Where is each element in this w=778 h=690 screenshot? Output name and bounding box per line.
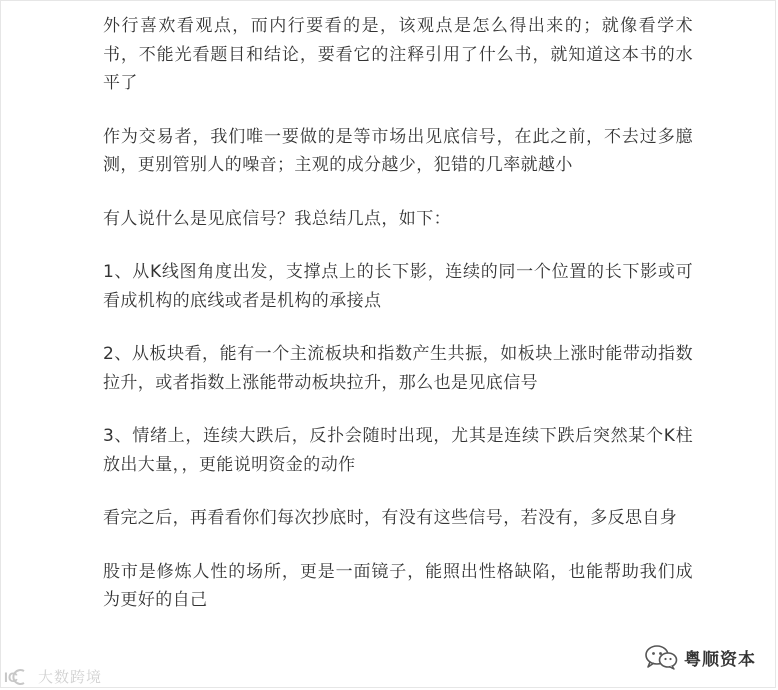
paragraph-5: 2、从板块看，能有一个主流板块和指数产生共振，如板块上涨时能带动指数拉升，或者指数上涨能带动板块拉升，那么也是见底信号 bbox=[103, 344, 693, 393]
account-name: 粤顺资本 bbox=[684, 649, 756, 670]
ic-logo-icon bbox=[4, 667, 32, 687]
account-watermark bbox=[644, 644, 756, 670]
site-name: 大数跨境 bbox=[38, 668, 103, 686]
paragraph-2: 作为交易者，我们唯一要做的是等市场出见底信号，在此之前，不去过多臆测，更别管别人的噪音；主观的成分越少，犯错的几率就越小 bbox=[103, 126, 693, 175]
paragraph-6: 3、情绪上，连续大跌后，反扑会随时出现，尤其是连续下跌后突然某个K柱放出大量，，更能说明资金的动作 bbox=[103, 426, 693, 475]
paragraph-1: 外行喜欢看观点，而内行要看的是，该观点是怎么得出来的；就像看学术书，不能光看题目和结论，要看它的注释引用了什么书，就知道这本书的水平了 bbox=[103, 16, 693, 93]
wechat-icon bbox=[644, 644, 678, 670]
paragraph-8: 股市是修炼人性的场所，更是一面镜子，能照出性格缺陷，也能帮助我们成为更好的自己 bbox=[103, 561, 693, 610]
article-body bbox=[103, 12, 693, 640]
paragraph-3: 有人说什么是见底信号？我总结几点，如下： bbox=[103, 208, 451, 229]
site-watermark bbox=[4, 666, 102, 687]
svg-text:IC: IC bbox=[4, 668, 18, 685]
paragraph-4: 1、从K线图角度出发，支撑点上的长下影，连续的同一个位置的长下影或可看成机构的底线或者是机构的承接点 bbox=[103, 262, 693, 311]
paragraph-7: 看完之后，再看看你们每次抄底时，有没有这些信号，若没有，多反思自身 bbox=[103, 508, 678, 528]
